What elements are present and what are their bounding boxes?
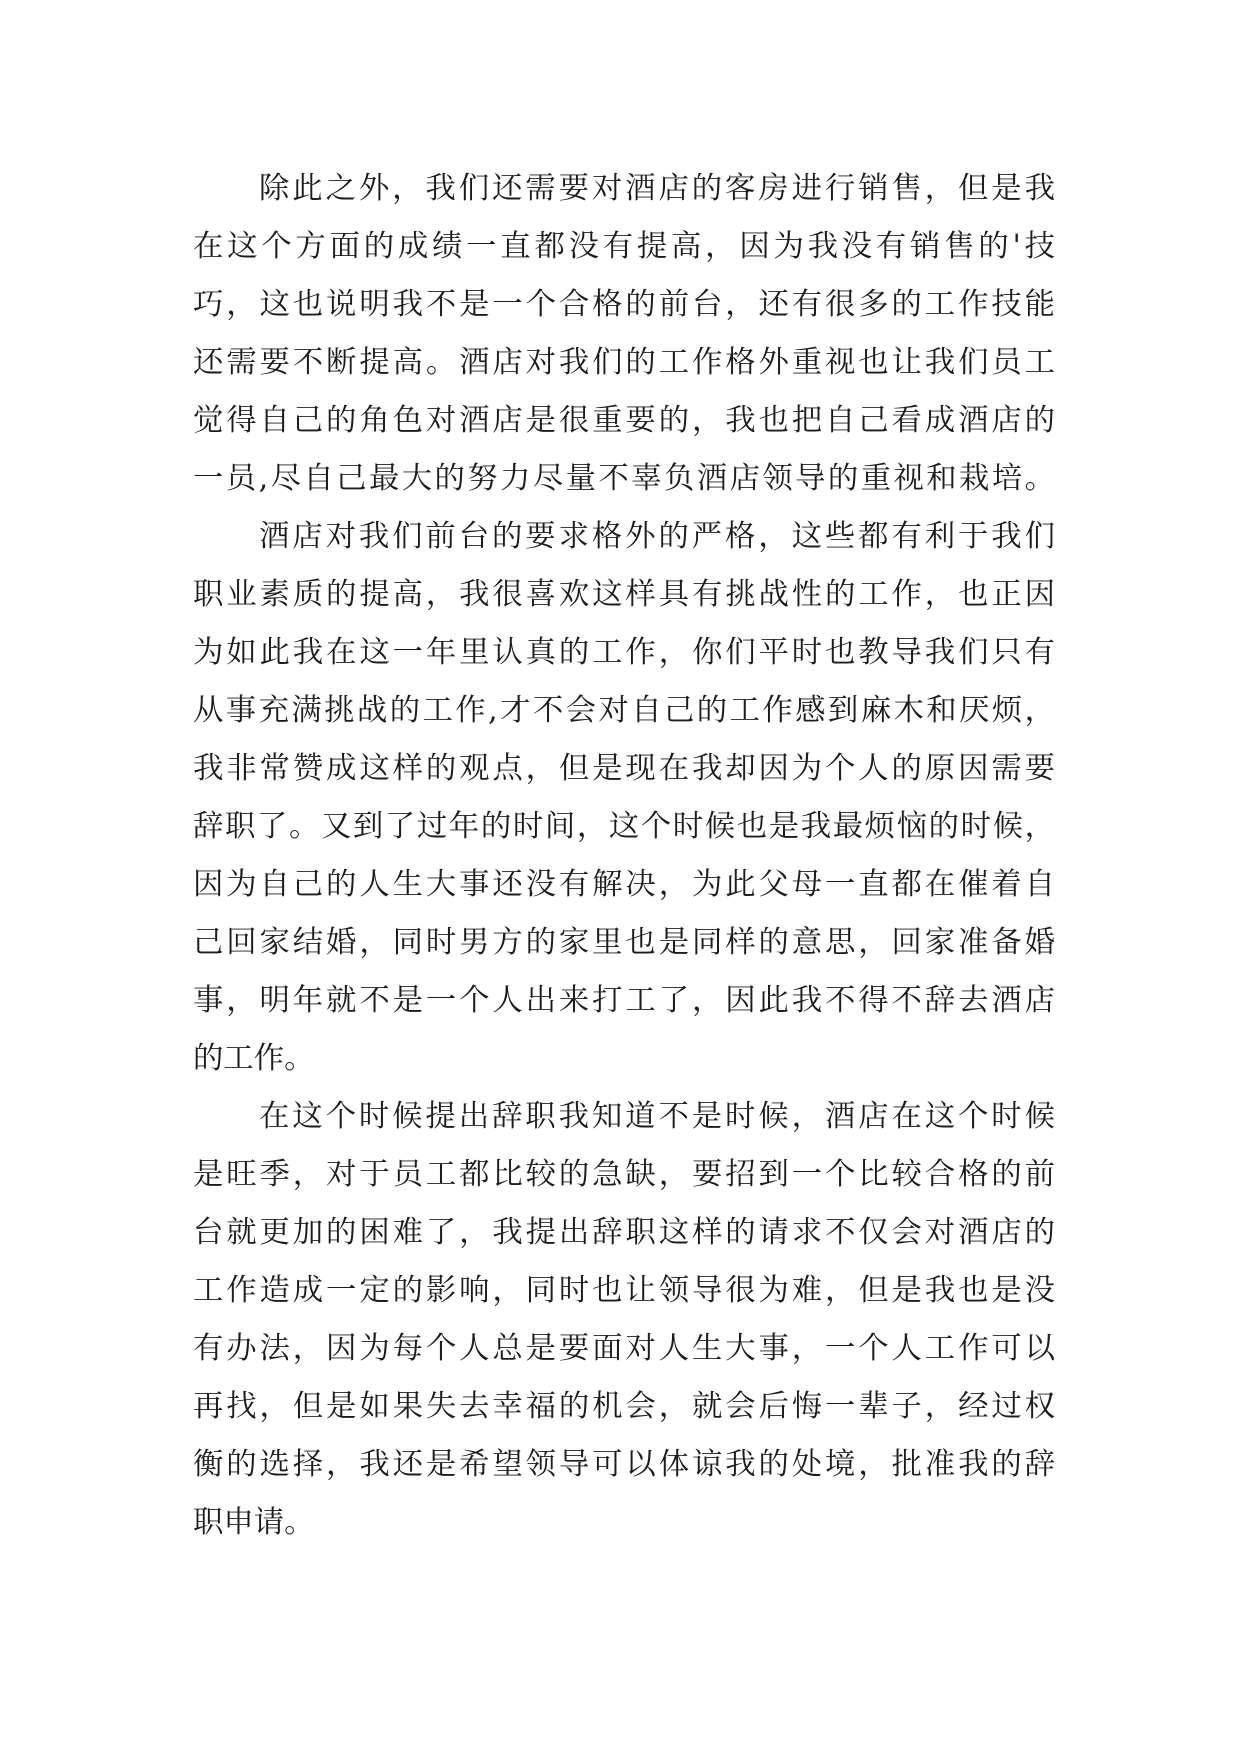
text-line: 在这个方面的成绩一直都没有提高，因为我没有销售的'技 (193, 229, 1055, 264)
text-line: 己回家结婚，同时男方的家里也是同样的意思，回家准备婚 (193, 925, 1055, 960)
text-line: 职业素质的提高，我很喜欢这样具有挑战性的工作，也正因 (193, 577, 1055, 612)
text-line: 酒店对我们前台的要求格外的严格，这些都有利于我们 (259, 519, 1055, 554)
text-line: 巧，这也说明我不是一个合格的前台，还有很多的工作技能 (193, 287, 1055, 322)
document-page (193, 160, 1055, 1552)
text-line: 在这个时候提出辞职我知道不是时候，酒店在这个时候 (259, 1099, 1055, 1134)
text-line: 因为自己的人生大事还没有解决，为此父母一直都在催着自 (193, 867, 1055, 902)
paragraph-2 (193, 508, 1055, 1088)
text-line: 还需要不断提高。酒店对我们的工作格外重视也让我们员工 (193, 345, 1055, 380)
text-line: 一员,尽自己最大的努力尽量不辜负酒店领导的重视和栽培。 (193, 461, 1055, 496)
text-line: 辞职了。又到了过年的时间，这个时候也是我最烦恼的时候， (193, 809, 1055, 844)
text-line: 事，明年就不是一个人出来打工了，因此我不得不辞去酒店 (193, 983, 1055, 1018)
text-line: 为如此我在这一年里认真的工作，你们平时也教导我们只有 (193, 635, 1055, 670)
text-line: 是旺季，对于员工都比较的急缺，要招到一个比较合格的前 (193, 1157, 1055, 1192)
text-line: 台就更加的困难了，我提出辞职这样的请求不仅会对酒店的 (193, 1215, 1055, 1250)
text-line: 觉得自己的角色对酒店是很重要的，我也把自己看成酒店的 (193, 403, 1055, 438)
text-line: 除此之外，我们还需要对酒店的客房进行销售，但是我 (259, 171, 1055, 206)
text-line: 职申请。 (193, 1505, 315, 1540)
text-line: 衡的选择，我还是希望领导可以体谅我的处境，批准我的辞 (193, 1447, 1055, 1482)
paragraph-3 (193, 1088, 1055, 1552)
paragraph-1 (193, 160, 1055, 508)
text-line: 再找，但是如果失去幸福的机会，就会后悔一辈子，经过权 (193, 1389, 1055, 1424)
text-line: 的工作。 (193, 1041, 315, 1076)
text-line: 我非常赞成这样的观点，但是现在我却因为个人的原因需要 (193, 751, 1055, 786)
text-line: 从事充满挑战的工作,才不会对自己的工作感到麻木和厌烦， (193, 693, 1055, 728)
text-line: 工作造成一定的影响，同时也让领导很为难，但是我也是没 (193, 1273, 1055, 1308)
text-line: 有办法，因为每个人总是要面对人生大事，一个人工作可以 (193, 1331, 1055, 1366)
